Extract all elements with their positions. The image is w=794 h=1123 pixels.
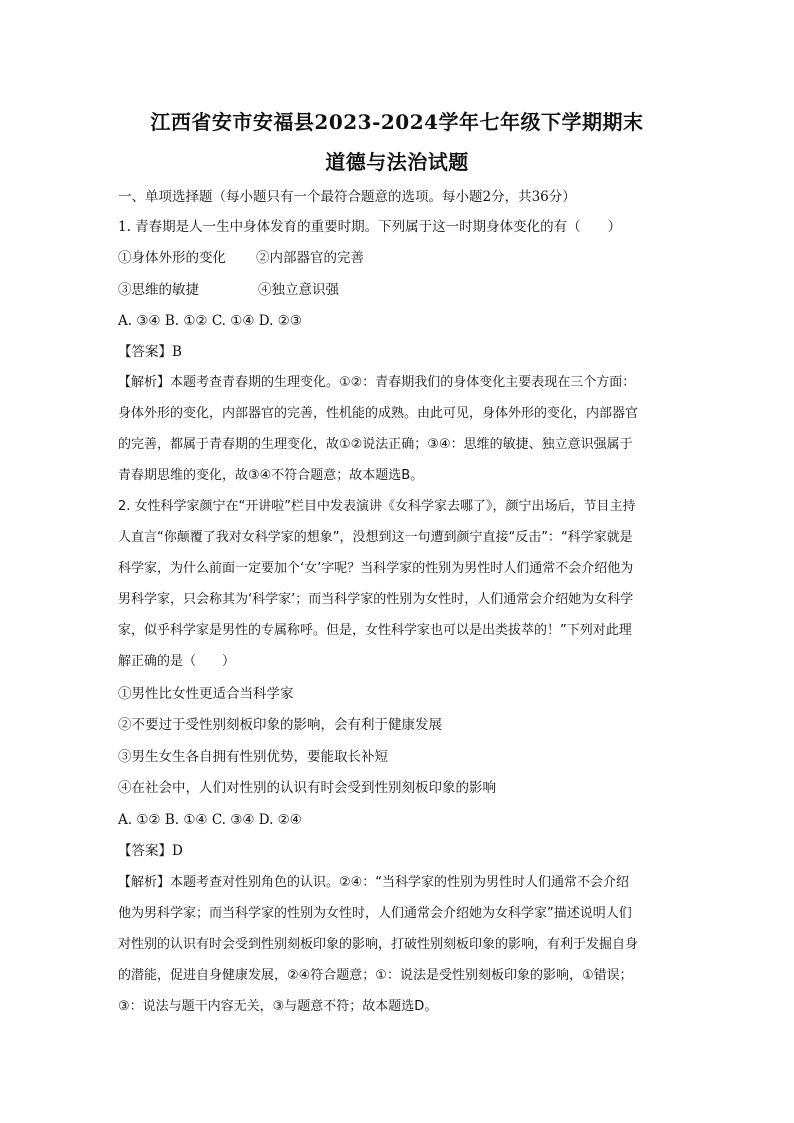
question-1-stem: 1. 青春期是人一生中身体发育的重要时期。下列属于这一时期身体变化的有（ ） <box>118 219 622 235</box>
question-2-option: ①男性比女性更适合当科学家 <box>118 686 294 702</box>
question-1-option-4: ④独立意识强 <box>258 282 339 298</box>
question-2-analysis-line: 他为男科学家；而当科学家的性别为女性时，人们通常会介绍她为女科学家”描述说明人们 <box>118 906 632 921</box>
question-2-option: ②不要过于受性别刻板印象的影响，会有利于健康发展 <box>118 717 442 733</box>
question-1-analysis-line: 的完善，都属于青春期的生理变化，故①②说法正确；③④：思维的敏捷、独立意识强属于 <box>118 437 633 452</box>
question-2-stem-line: 科学家，为什么前面一定要加个‘女’字呢？当科学家的性别为男性时人们通常不会介绍他为 <box>118 561 634 576</box>
question-2-stem-line: 2. 女性科学家颜宁在“开讲啦”栏目中发表演讲《女科学家去哪了》，颜宁出场后，节目主持 <box>118 499 636 514</box>
page-title: 江西省安市安福县2023-2024学年七年级下学期期末 <box>150 110 644 134</box>
question-1-option-1: ①身体外形的变化 <box>118 250 226 266</box>
question-2-stem-line: 解正确的是（ ） <box>118 654 236 669</box>
question-1-option-3: ③思维的敏捷 <box>118 282 199 298</box>
question-1-choices: A. ③④ B. ①② C. ①④ D. ②③ <box>118 313 302 329</box>
question-2-option: ④在社会中，人们对性别的认识有时会受到性别刻板印象的影响 <box>118 780 496 796</box>
question-2-analysis-line: 的潜能，促进自身健康发展，②④符合题意；①：说法是受性别刻板印象的影响，①错误； <box>118 968 633 983</box>
question-2-stem-line: 家，似乎科学家是男性的专属称呼。但是，女性科学家也可以是出类拔萃的！”下列对此理 <box>118 623 632 638</box>
question-2-stem-line: 男科学家，只会称其为‘科学家’；而当科学家的性别为女性时，人们通常会介绍她为女科学 <box>118 592 634 607</box>
question-1-analysis-line: 青春期思维的变化，故③④不符合题意；故本题选B。 <box>118 468 424 483</box>
question-2-option: ③男生女生各自拥有性别优势，要能取长补短 <box>118 749 388 765</box>
question-2-answer: 【答案】D <box>118 843 183 859</box>
question-1-option-2: ②内部器官的完善 <box>256 250 364 266</box>
question-2-stem-line: 人直言“你颠覆了我对女科学家的想象”，没想到这一句遭到颜宁直接“反击”：“科学家就是 <box>118 530 633 545</box>
question-1-analysis-line: 【解析】本题考查青春期的生理变化。①②：青春期我们的身体变化主要表现在三个方面： <box>118 375 636 390</box>
question-1-options-row-1 <box>118 249 680 267</box>
question-2-analysis-line: 对性别的认识有时会受到性别刻板印象的影响，打破性别刻板印象的影响，有利于发掘自身 <box>118 937 639 952</box>
question-1-answer: 【答案】B <box>118 344 182 360</box>
question-2-analysis-line: 【解析】本题考查对性别角色的认识。②④：“当科学家的性别为男性时人们通常不会介绍 <box>118 875 630 890</box>
section-heading: 一、单项选择题（每小题只有一个最符合题意的选项。每小题2分，共36分） <box>118 189 576 205</box>
question-1-analysis-line: 身体外形的变化，内部器官的完善，性机能的成熟。由此可见，身体外形的变化，内部器官 <box>118 406 639 421</box>
question-2-choices: A. ①② B. ①④ C. ③④ D. ②④ <box>118 812 302 828</box>
question-1-options-row-2 <box>118 281 680 299</box>
page-subtitle: 道德与法治试题 <box>325 150 469 174</box>
question-2-analysis-line: ③：说法与题干内容无关，③与题意不符；故本题选D。 <box>118 999 438 1014</box>
